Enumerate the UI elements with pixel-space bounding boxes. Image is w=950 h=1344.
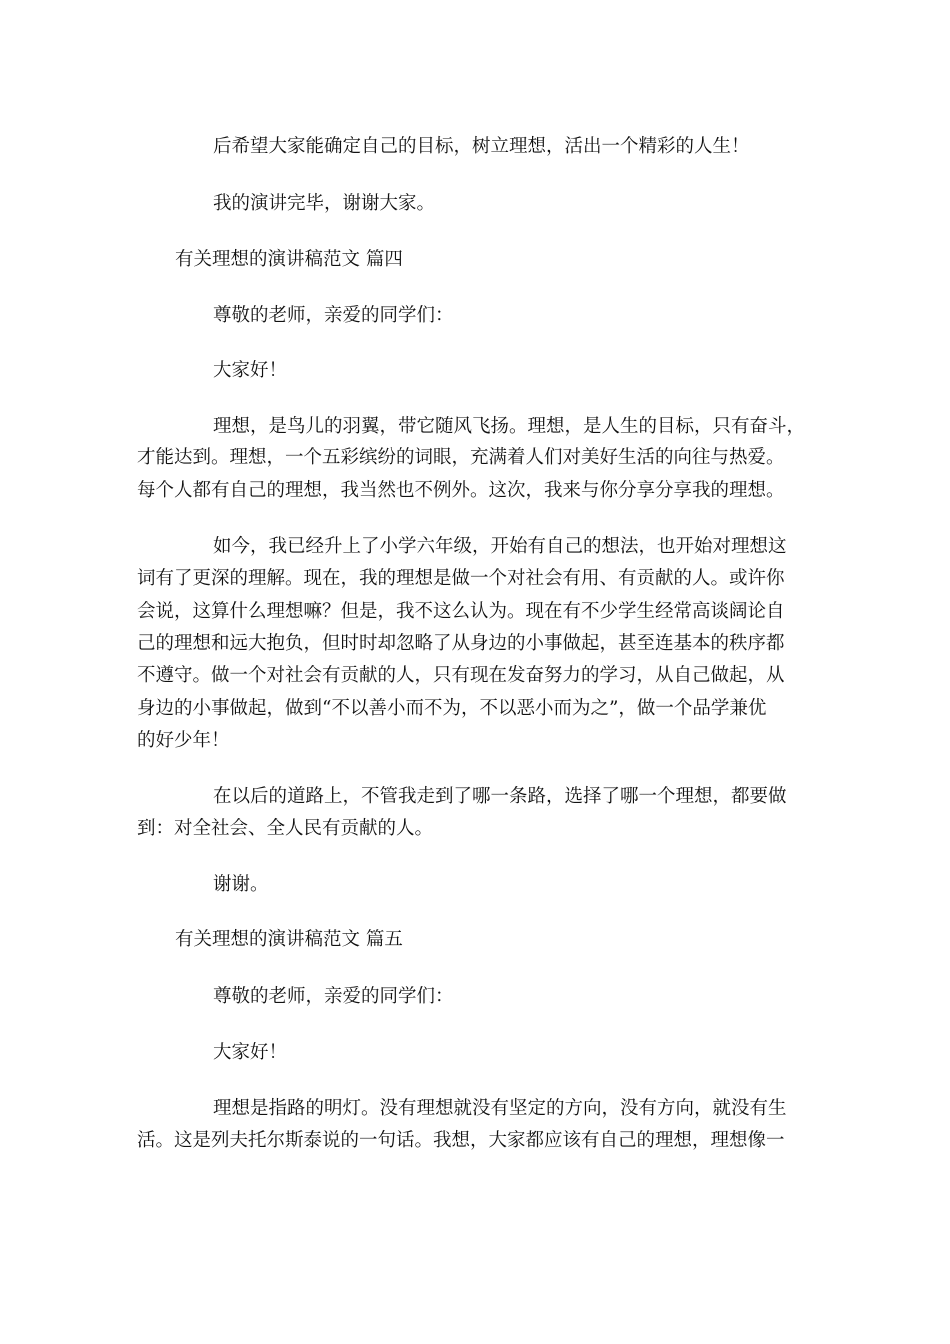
greeting: 大家好！ <box>213 1042 288 1063</box>
paragraph-line: 理想是指路的明灯。没有理想就没有坚定的方向，没有方向，就没有生 <box>213 1098 787 1119</box>
greeting: 大家好！ <box>213 360 288 381</box>
paragraph-line: 己的理想和远大抱负，但时时却忽略了从身边的小事做起，甚至连基本的秩序都 <box>137 633 785 654</box>
salutation: 尊敬的老师，亲爱的同学们： <box>213 305 454 326</box>
paragraph-line: 每个人都有自己的理想，我当然也不例外。这次，我来与你分享分享我的理想。 <box>137 480 785 501</box>
paragraph-line: 我的演讲完毕，谢谢大家。 <box>213 193 436 214</box>
paragraph-line: 的好少年！ <box>137 730 230 751</box>
paragraph-line: 身边的小事做起，做到“不以善小而不为，不以恶小而为之”，做一个品学兼优 <box>137 698 767 719</box>
salutation: 尊敬的老师，亲爱的同学们： <box>213 986 454 1007</box>
paragraph-line: 活。这是列夫托尔斯泰说的一句话。我想，大家都应该有自己的理想，理想像一 <box>137 1130 785 1151</box>
section-heading-4: 有关理想的演讲稿范文 篇四 <box>175 249 403 270</box>
section-heading-5: 有关理想的演讲稿范文 篇五 <box>175 929 403 950</box>
paragraph-line: 词有了更深的理解。现在，我的理想是做一个对社会有用、有贡献的人。或许你 <box>137 568 785 589</box>
paragraph-line: 才能达到。理想，一个五彩缤纷的词眼，充满着人们对美好生活的向往与热爱。 <box>137 447 785 468</box>
paragraph-line: 不遵守。做一个对社会有贡献的人，只有现在发奋努力的学习，从自己做起，从 <box>137 665 785 686</box>
paragraph-line: 如今，我已经升上了小学六年级，开始有自己的想法，也开始对理想这 <box>213 536 787 557</box>
paragraph-line: 后希望大家能确定自己的目标，树立理想，活出一个精彩的人生！ <box>213 136 750 157</box>
paragraph-line: 在以后的道路上，不管我走到了哪一条路，选择了哪一个理想，都要做 <box>213 786 787 807</box>
paragraph-line: 到：对全社会、全人民有贡献的人。 <box>137 818 434 839</box>
closing-thanks: 谢谢。 <box>213 874 269 895</box>
paragraph-line: 理想，是鸟儿的羽翼，带它随风飞扬。理想，是人生的目标，只有奋斗， <box>213 416 806 437</box>
paragraph-line: 会说，这算什么理想嘛？但是，我不这么认为。现在有不少学生经常高谈阔论自 <box>137 601 785 622</box>
